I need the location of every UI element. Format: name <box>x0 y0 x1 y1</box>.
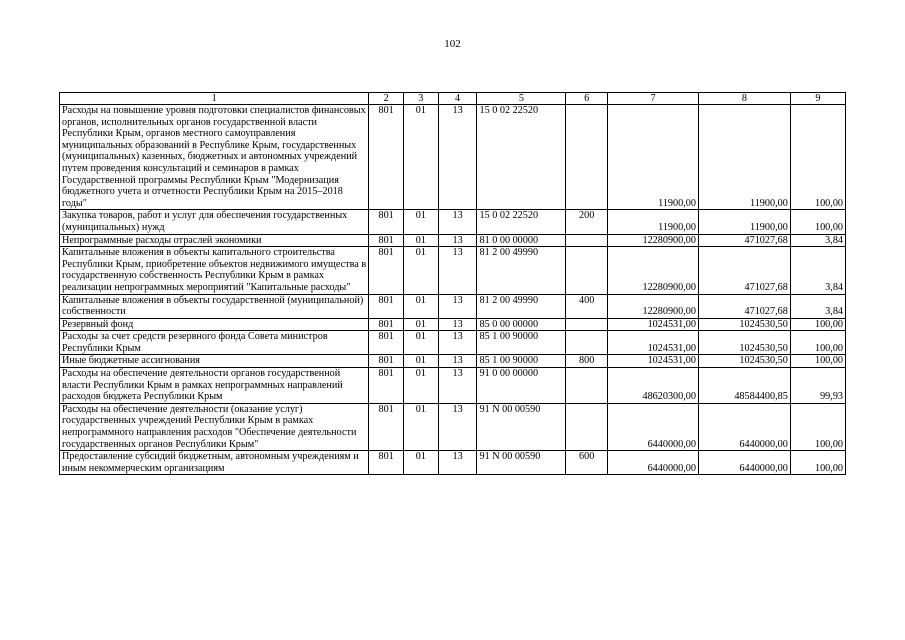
target-article-cell: 81 2 00 49990 <box>477 294 566 318</box>
execution-percent-cell: 100,00 <box>790 210 845 234</box>
subsection-code-cell: 13 <box>438 318 477 331</box>
target-article-cell: 85 1 00 90000 <box>477 331 566 355</box>
column-number: 3 <box>403 93 438 105</box>
expense-name-cell: Капитальные вложения в объекты государственной (муниципальной) собственности <box>60 294 369 318</box>
expense-type-cell: 600 <box>566 451 608 475</box>
table-row <box>60 294 846 318</box>
subsection-code-cell: 13 <box>438 105 477 210</box>
expense-type-cell <box>566 247 608 294</box>
target-article-cell: 81 0 00 00000 <box>477 234 566 247</box>
section-code-cell: 01 <box>403 355 438 368</box>
column-number-row <box>60 93 846 105</box>
column-number: 4 <box>438 93 477 105</box>
section-code-cell: 01 <box>403 234 438 247</box>
planned-amount-cell: 11900,00 <box>608 210 699 234</box>
subsection-code-cell: 13 <box>438 368 477 404</box>
ministry-code-cell: 801 <box>369 234 404 247</box>
section-code-cell: 01 <box>403 331 438 355</box>
expense-type-cell <box>566 368 608 404</box>
target-article-cell: 81 2 00 49990 <box>477 247 566 294</box>
executed-amount-cell: 11900,00 <box>698 105 790 210</box>
table-row <box>60 234 846 247</box>
column-number: 7 <box>608 93 699 105</box>
executed-amount-cell: 11900,00 <box>698 210 790 234</box>
executed-amount-cell: 471027,68 <box>698 294 790 318</box>
column-number: 9 <box>790 93 845 105</box>
execution-percent-cell: 3,84 <box>790 247 845 294</box>
expense-type-cell <box>566 234 608 247</box>
planned-amount-cell: 12280900,00 <box>608 234 699 247</box>
section-code-cell: 01 <box>403 210 438 234</box>
ministry-code-cell: 801 <box>369 451 404 475</box>
planned-amount-cell: 12280900,00 <box>608 247 699 294</box>
expense-type-cell <box>566 403 608 450</box>
execution-percent-cell: 100,00 <box>790 318 845 331</box>
section-code-cell: 01 <box>403 294 438 318</box>
executed-amount-cell: 48584400,85 <box>698 368 790 404</box>
subsection-code-cell: 13 <box>438 210 477 234</box>
section-code-cell: 01 <box>403 247 438 294</box>
execution-percent-cell: 100,00 <box>790 451 845 475</box>
subsection-code-cell: 13 <box>438 247 477 294</box>
ministry-code-cell: 801 <box>369 294 404 318</box>
section-code-cell: 01 <box>403 403 438 450</box>
column-number: 1 <box>60 93 369 105</box>
subsection-code-cell: 13 <box>438 403 477 450</box>
execution-percent-cell: 100,00 <box>790 331 845 355</box>
planned-amount-cell: 6440000,00 <box>608 451 699 475</box>
ministry-code-cell: 801 <box>369 355 404 368</box>
expense-type-cell <box>566 318 608 331</box>
execution-percent-cell: 3,84 <box>790 294 845 318</box>
section-code-cell: 01 <box>403 318 438 331</box>
expense-name-cell: Иные бюджетные ассигнования <box>60 355 369 368</box>
executed-amount-cell: 471027,68 <box>698 234 790 247</box>
planned-amount-cell: 48620300,00 <box>608 368 699 404</box>
execution-percent-cell: 100,00 <box>790 355 845 368</box>
execution-percent-cell: 100,00 <box>790 403 845 450</box>
column-number: 8 <box>698 93 790 105</box>
table-row <box>60 451 846 475</box>
expense-name-cell: Расходы на обеспечение деятельности органов государственной власти Республики Крым в рамках непрограммных направлений расходов бюджета Республики Крым <box>60 368 369 404</box>
execution-percent-cell: 100,00 <box>790 105 845 210</box>
executed-amount-cell: 471027,68 <box>698 247 790 294</box>
planned-amount-cell: 1024531,00 <box>608 331 699 355</box>
expense-name-cell: Расходы на обеспечение деятельности (оказание услуг) государственных учреждений Республики Крым в рамках непрограммного направления расходов "Обеспечение деятельности государственных органов Республики Крым" <box>60 403 369 450</box>
table-row <box>60 105 846 210</box>
expense-type-cell: 400 <box>566 294 608 318</box>
execution-percent-cell: 99,93 <box>790 368 845 404</box>
expense-name-cell: Резервный фонд <box>60 318 369 331</box>
executed-amount-cell: 6440000,00 <box>698 451 790 475</box>
table-row <box>60 368 846 404</box>
table-row <box>60 247 846 294</box>
ministry-code-cell: 801 <box>369 105 404 210</box>
planned-amount-cell: 1024531,00 <box>608 355 699 368</box>
planned-amount-cell: 6440000,00 <box>608 403 699 450</box>
expense-name-cell: Расходы на повышение уровня подготовки специалистов финансовых органов, исполнительных органов государственной власти Республики Крым, органов местного самоуправления муниципальных образований в Республике Крым, государственных (муниципальных) казенных, бюджетных и автономных учреждений путем проведения консультаций и семинаров в рамках Государственной программы Республики Крым "Модернизация бюджетного учета и отчетности Республики Крым на 2015–2018 годы" <box>60 105 369 210</box>
budget-table <box>59 92 846 475</box>
expense-name-cell: Непрограммные расходы отраслей экономики <box>60 234 369 247</box>
target-article-cell: 91 0 00 00000 <box>477 368 566 404</box>
page-number: 102 <box>444 38 461 50</box>
executed-amount-cell: 1024530,50 <box>698 355 790 368</box>
subsection-code-cell: 13 <box>438 294 477 318</box>
section-code-cell: 01 <box>403 105 438 210</box>
expense-name-cell: Предоставление субсидий бюджетным, автономным учреждениям и иным некоммерческим организациям <box>60 451 369 475</box>
target-article-cell: 85 1 00 90000 <box>477 355 566 368</box>
target-article-cell: 91 N 00 00590 <box>477 403 566 450</box>
executed-amount-cell: 1024530,50 <box>698 331 790 355</box>
ministry-code-cell: 801 <box>369 210 404 234</box>
section-code-cell: 01 <box>403 368 438 404</box>
expense-type-cell <box>566 105 608 210</box>
column-number: 2 <box>369 93 404 105</box>
planned-amount-cell: 1024531,00 <box>608 318 699 331</box>
ministry-code-cell: 801 <box>369 247 404 294</box>
table-row <box>60 318 846 331</box>
column-number: 5 <box>477 93 566 105</box>
planned-amount-cell: 12280900,00 <box>608 294 699 318</box>
table-row <box>60 355 846 368</box>
execution-percent-cell: 3,84 <box>790 234 845 247</box>
ministry-code-cell: 801 <box>369 368 404 404</box>
subsection-code-cell: 13 <box>438 355 477 368</box>
ministry-code-cell: 801 <box>369 331 404 355</box>
target-article-cell: 15 0 02 22520 <box>477 210 566 234</box>
expense-name-cell: Капитальные вложения в объекты капитального строительства Республики Крым, приобретение объектов недвижимого имущества в государственную собственность Республики Крым в рамках реализации непрограммных мероприятий "Капитальные расходы" <box>60 247 369 294</box>
column-number: 6 <box>566 93 608 105</box>
ministry-code-cell: 801 <box>369 403 404 450</box>
expense-name-cell: Расходы за счет средств резервного фонда Совета министров Республики Крым <box>60 331 369 355</box>
executed-amount-cell: 1024530,50 <box>698 318 790 331</box>
table-row <box>60 210 846 234</box>
expense-type-cell: 800 <box>566 355 608 368</box>
expense-type-cell <box>566 331 608 355</box>
target-article-cell: 91 N 00 00590 <box>477 451 566 475</box>
expense-type-cell: 200 <box>566 210 608 234</box>
expense-name-cell: Закупка товаров, работ и услуг для обеспечения государственных (муниципальных) нужд <box>60 210 369 234</box>
subsection-code-cell: 13 <box>438 331 477 355</box>
table-row <box>60 403 846 450</box>
subsection-code-cell: 13 <box>438 234 477 247</box>
ministry-code-cell: 801 <box>369 318 404 331</box>
planned-amount-cell: 11900,00 <box>608 105 699 210</box>
target-article-cell: 15 0 02 22520 <box>477 105 566 210</box>
table-row <box>60 331 846 355</box>
target-article-cell: 85 0 00 00000 <box>477 318 566 331</box>
subsection-code-cell: 13 <box>438 451 477 475</box>
executed-amount-cell: 6440000,00 <box>698 403 790 450</box>
section-code-cell: 01 <box>403 451 438 475</box>
